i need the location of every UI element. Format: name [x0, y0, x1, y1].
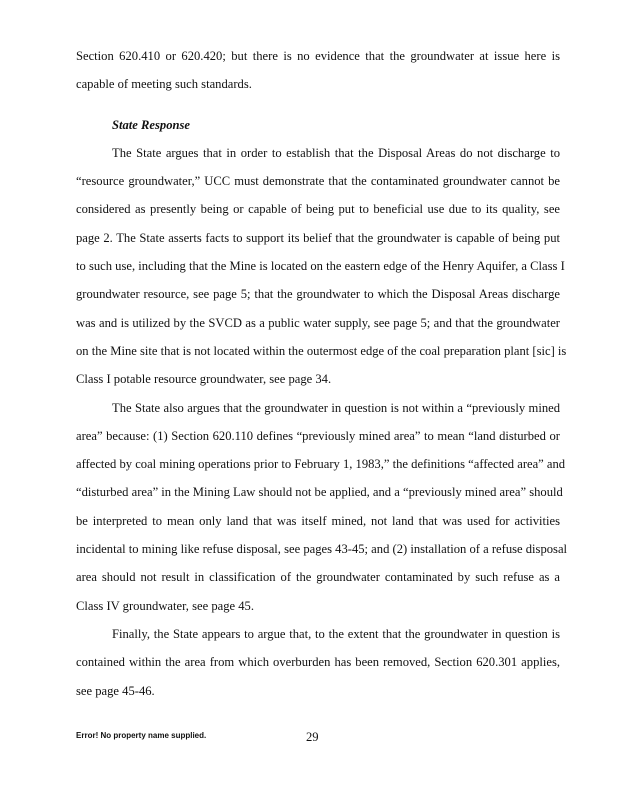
footer-error-note: Error! No property name supplied. [76, 731, 207, 740]
text-line: The State also argues that the groundwater in question is not within a “previously mined [112, 400, 560, 415]
paragraph-state-argues [76, 143, 567, 398]
section-heading: State Response [112, 117, 191, 132]
text-line: Section 620.410 or 620.420; but there is no evidence that the groundwater at issue here is [76, 49, 560, 63]
text-line: The State argues that in order to establish that the Disposal Areas do not discharge to [112, 145, 560, 160]
paragraph-state-also-argues [76, 398, 568, 624]
text-line: be interpreted to mean only land that was itself mined, not land that was used for activities [76, 513, 560, 528]
page-number: 29 [306, 730, 319, 744]
text-line: contained within the area from which overburden has been removed, Section 620.301 applies, [76, 655, 560, 670]
text-line: “resource groundwater,” UCC must demonstrate that the contaminated groundwater cannot be [76, 174, 560, 189]
text-line: was and is utilized by the SVCD as a public water supply, see page 5; and that the groundwater [76, 315, 560, 330]
text-line: groundwater resource, see page 5; that the groundwater to which the Disposal Areas discharge [76, 287, 560, 302]
text-line: see page 45-46. [76, 683, 155, 698]
text-line: incidental to mining like refuse disposal, see pages 43-45; and (2) installation of a refuse disposal [76, 542, 568, 557]
text-line: Class IV groundwater, see page 45. [76, 598, 254, 613]
text-line: area should not result in classification of the groundwater contaminated by such refuse as a [76, 570, 560, 585]
paragraph-continuation [76, 46, 560, 103]
text-line: considered as presently being or capable of being put to beneficial use due to its quality, see [76, 202, 560, 217]
text-line: Class I potable resource groundwater, see page 34. [76, 372, 332, 387]
page-footer [76, 730, 560, 746]
text-line: affected by coal mining operations prior to February 1, 1983,” the definitions “affected area” and [76, 457, 566, 472]
text-line: “disturbed area” in the Mining Law should not be applied, and a “previously mined area” should [76, 485, 563, 500]
text-line: on the Mine site that is not located within the outermost edge of the coal preparation plant [sic] is [76, 343, 567, 358]
text-line: page 2. The State asserts facts to support its belief that the groundwater is capable of being put [76, 230, 560, 245]
text-line: to such use, including that the Mine is located on the eastern edge of the Henry Aquifer, a Class I [76, 259, 565, 274]
paragraph-finally [76, 624, 560, 709]
text-line: capable of meeting such standards. [76, 77, 252, 92]
document-body [76, 46, 568, 709]
text-line: Finally, the State appears to argue that, to the extent that the groundwater in question is [112, 626, 560, 641]
text-line: area” because: (1) Section 620.110 defines “previously mined area” to mean “land disturbed or [76, 428, 560, 443]
